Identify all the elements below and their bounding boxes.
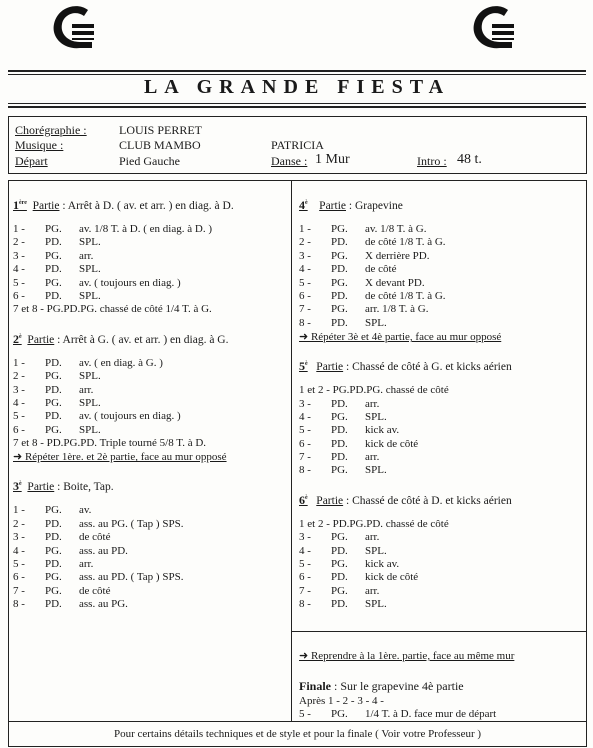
step-row: 3 - PD. arr. [299,397,380,410]
start-label: Départ [15,154,48,168]
section-4-header: $4^è$ Partie : Grapevine [299,198,403,212]
step-row: 6 - PG. ass. au PD. ( Tap ) SPS. [13,571,184,584]
step-row: 4 - PD. SPL. [13,263,101,276]
step-row: 6 - PG. SPL. [13,423,101,436]
step-row: 6 - PD. kick de côté [299,571,419,584]
title-rule-bottom-thin [8,103,586,104]
section-2-header: $2^è$ Partie : Arrêt à G. ( av. et arr. ) en diag. à G. [13,331,229,346]
step-row: 6 - PD. de côté 1/8 T. à G. [299,289,446,302]
step-row: 1 - PG. av. 1/8 T. à D. ( en diag. à D. ) [13,223,212,235]
repeat-instruction-1-2: ➜ Répéter 1ère. et 2è partie, face au mur opposé [13,451,227,464]
step-row: 2 - PD. ass. au PG. ( Tap ) SPS. [13,517,184,530]
dance-info-box [8,116,587,174]
step-row: 3 - PD. de côté [13,531,111,544]
step-row: 6 - PD. SPL. [13,289,101,302]
step-row: 2 - PD. SPL. [13,236,101,249]
section-3-header: $3^è$ Partie : Boite, Tap. [13,479,114,494]
step-row: 7 - PG. arr. 1/8 T. à G. [299,303,429,316]
intro-value: 48 t. [457,152,482,167]
left-column [13,195,288,612]
step-row: 5 - PG. kick av. [299,558,400,571]
music-artist: PATRICIA [271,138,324,152]
step-row: 3 - PD. arr. [13,383,94,396]
step-row: 7 - PD. arr. [299,451,380,464]
step-row: 5 - PD. av. ( toujours en diag. ) [13,410,181,423]
step-row: 4 - PG. SPL. [13,396,101,409]
step-row: 1 - PG. av. [13,504,92,517]
page-title: LA GRANDE FIESTA [143,76,451,98]
finale-after: Après 1 - 2 - 3 - 4 - [299,695,384,707]
title-rule-top-thin [8,74,586,75]
column-divider [291,181,292,721]
resume-instruction: ➜ Reprendre à la 1ère. partie, face au même mur [299,650,515,662]
step-row: 1 - PG. av. 1/8 T. à G. [299,223,427,235]
music-label: Musique : [15,138,64,152]
step-row: 4 - PG. SPL. [299,410,387,423]
step-row: 8 - PD. ass. au PG. [13,598,128,611]
intro-label: Intro : [417,154,447,168]
steps-box [8,180,587,722]
step-row: 5 - PD. arr. [13,558,94,571]
dance-value: 1 Mur [315,152,350,167]
step-row: 1 et 2 - PD.PG.PD. chassé de côté [299,517,449,530]
step-row: 7 et 8 - PG.PD.PG. chassé de côté 1/4 T. à G. [13,303,212,316]
title-rule-bottom [8,106,586,108]
dance-label: Danse : [271,154,308,168]
title-rule-top [8,70,586,72]
start-value: Pied Gauche [119,154,180,168]
music-value: CLUB MAMBO [119,138,201,152]
step-row: 2 - PD. de côté 1/8 T. à G. [299,236,446,249]
step-row: 8 - PD. SPL. [299,598,387,611]
section-5-header: $5^è$ Partie : Chassé de côté à G. et kicks aérien [299,359,512,374]
step-row: 4 - PG. ass. au PD. [13,544,128,557]
section-1-header: 1ère Partie : Arrêt à D. ( av. et arr. ) en diag. à D. [13,198,234,212]
club-logo-right [470,4,514,52]
step-row: 5 - PG. av. ( toujours en diag. ) [13,276,181,289]
finale-line: Finale : Sur le grapevine 4è partie [299,679,464,693]
choreo-label: Chorégraphie : [15,123,87,137]
choreo-value: LOUIS PERRET [119,123,203,137]
step-row: 3 - PG. X derrière PD. [299,249,430,262]
repeat-instruction-3-4: ➜ Répéter 3è et 4è partie, face au mur opposé [299,331,502,344]
step-row: 7 - PG. de côté [13,584,111,597]
step-row: 6 - PD. kick de côté [299,437,419,450]
step-row: 4 - PD. SPL. [299,544,387,557]
right-column-separator [291,631,586,632]
step-row: 2 - PG. SPL. [13,370,101,383]
club-logo-left [50,4,94,52]
finale-step-row: 5 - PG. 1/4 T. à D. face mur de départ [299,708,497,720]
step-row: 5 - PD. kick av. [299,424,400,437]
step-row: 1 et 2 - PG.PD.PG. chassé de côté [299,384,449,397]
step-row: 8 - PD. SPL. [299,316,387,329]
step-row: 7 - PG. arr. [299,584,380,597]
step-row: 3 - PG. arr. [13,249,94,262]
footer-note: Pour certains détails techniques et de style et pour la finale ( Voir votre Professeur ) [8,721,587,747]
section-6-header: $6^è$ Partie : Chassé de côté à D. et kicks aérien [299,492,512,507]
step-row: 8 - PG. SPL. [299,464,387,477]
right-column [299,195,581,612]
step-row: 4 - PD. de côté [299,263,397,276]
step-row: 1 - PD. av. ( en diag. à G. ) [13,356,163,369]
step-row: 5 - PG. X devant PD. [299,276,425,289]
step-row: 7 et 8 - PD.PG.PD. Triple tourné 5/8 T. à D. [13,437,207,450]
step-row: 3 - PG. arr. [299,531,380,544]
